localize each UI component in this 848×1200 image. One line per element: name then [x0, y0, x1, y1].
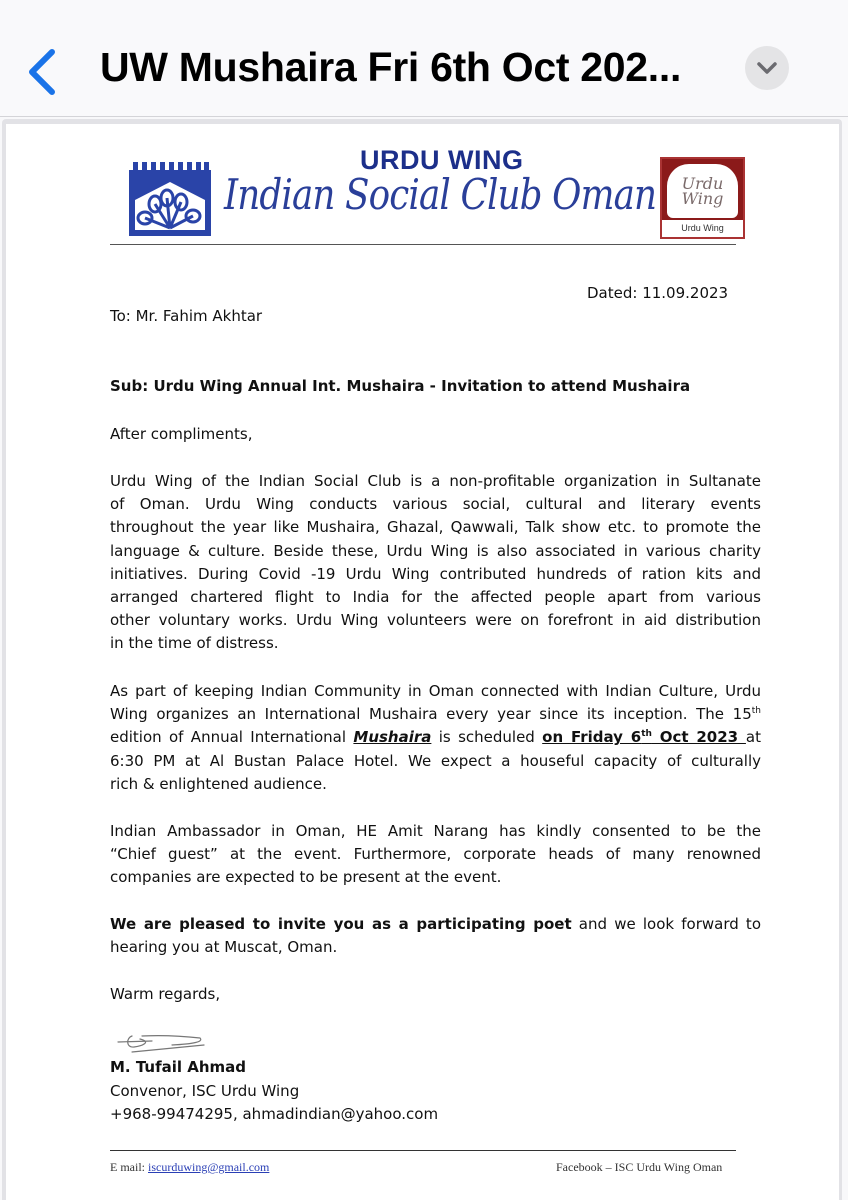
text-line: rich & enlightened audience.	[110, 774, 327, 793]
urdu-wing-heading: URDU WING	[360, 145, 524, 175]
subject-line: Sub: Urdu Wing Annual Int. Mushaira - Invitation to attend Mushaira	[110, 377, 691, 395]
peacock-logo-icon	[129, 160, 211, 236]
text-line: throughout the year like Mushaira, Ghazal, Qawwali, Talk show etc. to promote the	[110, 518, 761, 537]
text-line: Urdu Wing of the Indian Social Club is a non-profitable organization in Sultanate	[110, 472, 761, 490]
paragraph-about-urdu-wing	[110, 470, 761, 656]
letter-date: Dated: 11.09.2023	[587, 284, 729, 302]
text-segment: at	[745, 728, 761, 747]
footer-divider	[110, 1150, 736, 1151]
signature-icon	[112, 1030, 212, 1060]
ordinal-suffix: th	[751, 706, 761, 717]
text-segment: and we look forward to	[571, 915, 761, 933]
chevron-down-icon	[756, 61, 778, 75]
letterhead	[120, 140, 750, 250]
back-button[interactable]	[22, 44, 62, 100]
text-segment: edition of Annual International	[110, 728, 354, 747]
paragraph-chief-guest	[110, 820, 761, 890]
top-bar	[0, 0, 848, 117]
event-date	[542, 728, 746, 746]
text-line: hearing you at Muscat, Oman.	[110, 938, 338, 957]
text-line: companies are expected to be present at the event.	[110, 868, 502, 887]
chevron-left-icon	[22, 44, 62, 100]
text-line: “Chief guest” at the event. Furthermore, corporate heads of many renowned	[110, 845, 761, 864]
closing: Warm regards,	[110, 985, 221, 1003]
text-line: initiatives. During Covid -19 Urdu Wing contributed hundreds of ration kits and	[110, 564, 761, 583]
more-options-button[interactable]	[745, 46, 789, 90]
text-line	[110, 913, 761, 936]
signer-contact: +968-99474295, ahmadindian@yahoo.com	[110, 1105, 439, 1123]
paragraph-invitation	[110, 913, 761, 959]
text-line: of Oman. Urdu Wing conducts various social, cultural and literary events	[110, 495, 761, 514]
urdu-wing-logo-caption: Urdu Wing	[662, 220, 743, 237]
greeting: After compliments,	[110, 425, 253, 443]
signer-name: M. Tufail Ahmad	[110, 1058, 247, 1076]
footer-email-link[interactable]: iscurduwing@gmail.com	[148, 1160, 270, 1174]
signer-role: Convenor, ISC Urdu Wing	[110, 1082, 300, 1100]
text-line	[110, 726, 761, 749]
text-line: in the time of distress.	[110, 634, 279, 653]
club-name: Indian Social Club Oman	[224, 170, 657, 219]
document-title: UW Mushaira Fri 6th Oct 202...	[100, 44, 682, 90]
text-line	[110, 703, 761, 726]
text-line: As part of keeping Indian Community in Oman connected with Indian Culture, Urdu	[110, 682, 761, 700]
footer-email-label: E mail:	[110, 1160, 148, 1174]
text-line: arranged chartered flight to India for the affected people apart from various	[110, 588, 761, 607]
text-segment: is scheduled	[431, 728, 543, 747]
text-line: Indian Ambassador in Oman, HE Amit Narang has kindly consented to be the	[110, 822, 761, 840]
footer-email	[110, 1160, 269, 1175]
recipient: To: Mr. Fahim Akhtar	[110, 307, 263, 325]
text-segment: Wing organizes an International Mushaira every year since its inception. The 15	[110, 705, 752, 724]
urdu-wing-logo-script: Urdu Wing	[667, 164, 738, 218]
text-line: other voluntary works. Urdu Wing volunteers were on forefront in aid distribution	[110, 611, 761, 630]
ordinal-suffix: th	[641, 729, 652, 740]
text-line: language & culture. Beside these, Urdu Wing is also associated in various charity	[110, 541, 761, 560]
invitation-emphasis: We are pleased to invite you as a participating poet	[110, 915, 572, 933]
urdu-wing-logo	[660, 157, 745, 239]
footer-facebook: Facebook – ISC Urdu Wing Oman	[556, 1160, 723, 1174]
event-date-day: on Friday 6	[542, 728, 642, 747]
letterhead-divider	[110, 244, 736, 245]
mushaira-emphasis: Mushaira	[353, 728, 432, 747]
text-line: 6:30 PM at Al Bustan Palace Hotel. We expect a houseful capacity of culturally	[110, 751, 761, 770]
event-date-month-year: Oct 2023	[651, 728, 746, 747]
paragraph-event-details	[110, 680, 761, 796]
